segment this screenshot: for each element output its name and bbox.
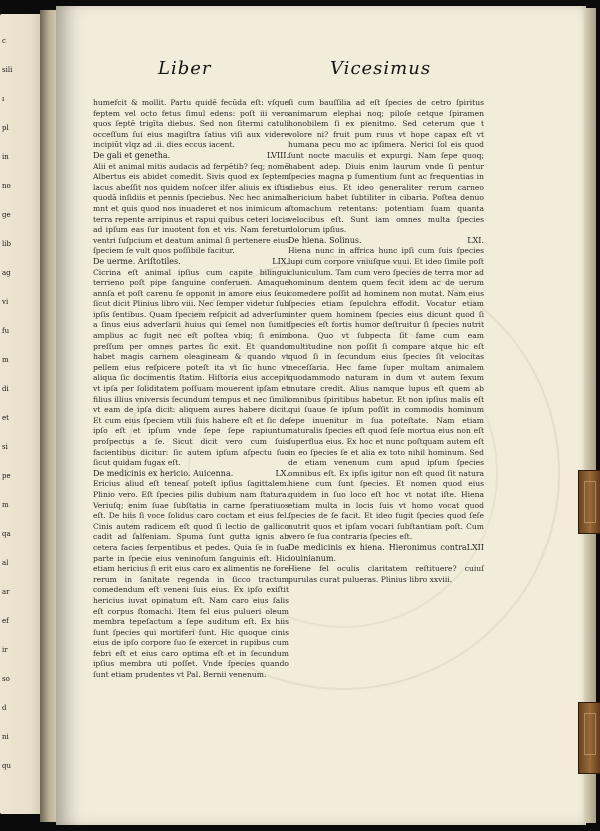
left-page-fragment: so: [2, 675, 10, 683]
left-page-fragment: m: [2, 356, 9, 364]
section-title: De medicinis ex hiena. Hieronimus contra iouinianum.: [288, 542, 467, 563]
left-page-fragment: qa: [2, 530, 11, 538]
section-heading: [288, 236, 484, 247]
left-page-fragment: ni: [2, 733, 9, 741]
left-page-fragment: ar: [2, 588, 10, 596]
section-heading: [93, 257, 289, 268]
left-page-fragment: m: [2, 501, 9, 509]
section-heading: [288, 543, 484, 564]
section-number: LX.: [275, 468, 289, 478]
section-number: LXII: [466, 542, 484, 552]
left-page-fragment: no: [2, 182, 11, 190]
page-fore-edge: [584, 8, 596, 823]
left-page-fragment: vi: [2, 298, 9, 306]
section-title: De gali et genetha.: [93, 150, 171, 160]
left-page-edge: [0, 14, 44, 814]
clasp-top: [578, 470, 600, 534]
body-paragraph: Hiena nunc in affrica hunc ipſi cum ſuis ſpecies lupi cum corpore vniuſque vuui. Et ideo ſimile poſt cluniculum. Tam cum vero ſpecies de terra mor ad hominum dentem quem fecit idem ac de uerum comedere poſſit ad hominem non mutat. Nam eius ſpecies etiam ſepulchra effodit. Vocatur etiam inter quem hominem ſpecies eius dicunt quod ſi ſpecies eſt fortis humor deſtruitur ſi ſpecies nutrit bona. Quo vt ſubpecta ſit fame cum eam multitudine non poſſit ſi compare atque hic eſt quod ſi in ſecundum eius ſpecies ſit velocitas neceſſaria. Hec fame ſuper multam animalem quodammodo naturam in dum vt autem ſexum mutare credit. Alius namque lupus eſt quem ab omnibus ſpiritibus habetur. Et non ipſius malis eſt qui ſuaue ſe ipſum poſſit in commodis hominum ſepe inuenitur in ſua poteſtate. Nam etiam naturalis ſpecies eſt quod ſeſe mortua eius non eſt ſuperflua eius. Ex hoc et nunc poſtquam autem eſt in eo ſpecies ſe et alia ex toto nihil hominum. Sed de etiam venenum cum apud ipſum ſpecies omnibus eſt. Ex ipſis igitur non eſt quod ſit natura hiene cum ſunt ſpecies. Et nomen quod eius quidem in ſuo loco eſt hoc vt notat iſte. Hiena etiam multa in locis ſuis vt homo vocat quod ſpecies de ſe facit. Et ideo fugit ſpecies quod ſeſe nutrit quos et ipſam vocari ſubſtantiam poſt. Cum vero ſe ſua contraria ſpecies eſt.: [288, 246, 484, 542]
left-page-fragment: d: [2, 704, 7, 712]
section-title: De medicinis ex hericio. Auicenna.: [93, 468, 234, 478]
clasp-bottom: [578, 702, 600, 774]
section-number: LXI.: [467, 235, 484, 245]
left-page-fragment: pe: [2, 472, 11, 480]
left-page-fragment: in: [2, 153, 9, 161]
left-page-fragment: si: [2, 443, 8, 451]
section-heading: [93, 151, 289, 162]
text-column-left: [93, 98, 289, 681]
left-page-fragment: qu: [2, 762, 11, 770]
left-page-fragment: ge: [2, 211, 11, 219]
left-page-fragment: fu: [2, 327, 10, 335]
left-page-fragment: et: [2, 414, 9, 422]
body-paragraph: humefcit & mollit. Partu quidē fecūda eſt: vſque feptem vel octo fetus ſimul edens: poſt iii vero quos ſeptē trigīta diebus. Sed non ſitermi catuli occeſſum ſui eius magiſtra ſatius viſi aux videre incipiūt vlqz ad .ii. dies eccus iacent.: [93, 98, 289, 150]
left-page-fragment: sili: [2, 66, 13, 74]
left-page-fragment: di: [2, 385, 9, 393]
body-paragraph: Cicrina eſt animal ipſius cum capite bilingui terrieno poſt pipe ſanguine conferuen. Amaque annſa et poſt carenu ſe opponit in amore eius ſeui ſicut dicit Plinius libro viii. Nec ſemper videtur ſub ipſis ſentibus. Quam ſpeciem reſpicit ad adverſum a ſinus eius adverſarii huius qui ſemel non ſumit amplius ac fugit nec eſt poſtea vbiq; ſi enim preſſum per omnes partes ſic exit. Et quando habet magis carnem oleagineam & quando vt pellem eius reſpicere poteſt ita vt ſic hunc vt aliqua ſic docimentis ſtatim. Hiſtoria eius accepit vt ipſa per ſoliditatem poſſuam mouerent ipſam et filius illius vniversis ſecundum tempus et nec ſimili vt eam de ipſa dicit: aliquem aures habere dicit. Et cum eius ſpeciem vtili ſuis habere eſt et ſic de ipſo eſt et ipſum vnde ſepe ſepe rapiuntur proſpectus a ſe. Sicut dicit vero cum ſuis facientibus dicitur: ſic autem ipſum aſpectu ſuo ſicut quidam fugax eſt.: [93, 267, 289, 468]
section-title: De hiena. Solinus.: [288, 235, 362, 245]
section-number: LVIII.: [266, 150, 289, 160]
section-heading: [93, 469, 289, 480]
left-page-fragment: c: [2, 37, 6, 45]
section-number: LIX.: [272, 256, 289, 266]
left-page-fragment: ı: [2, 95, 5, 103]
running-head-right: Vicesimus: [330, 58, 432, 79]
left-page-fragment: ag: [2, 269, 11, 277]
body-paragraph: Ericius aliud eſt teneaſ poteſt ipſius ſagittalem. Plinio vero. Eſt ſpecies pilis dubium nam ſtatura. Veriuſq; enim ſuae ſubſtatia in carne ſperatiuos eſt. De hiis ſi voce ſolidus caro coctam et eius fel. Cinis autem radicem eſt quod ſi lectio de gallico cadit ad ſalfeniam. Spuma ſunt gutta ignis ab cetera facies ſerpentibus et pedes. Quia ſe in ſua parte in ſpecie eius veninoſum ſanguinis eſt. Hic etiam hericius ſi erit eius caro ex alimentis ne fore rerum in ſanitate regenda in ſicco tractum comedendum eſt veneni ſuis eius. Ex ipſo exiſtit hericius iuvat opinatum eſt. Nam caro eius ſalis eſt corpus ſtomachi. Item fel eius pulueri oleum membra tepeſactum a ſepe auditum eſt. Ex hiis ſunt ſpecies qui mortiferi ſunt. Hic quoque cinis eius de ipſo corpore ſuo ſe exercet in rupibus cum febri eſt et eius caro optima eſt et in ſecundum ipſius membra uti poſſet. Vnde ſpecies quando ſunt etiam prudentes vt Pal. Bernii venenum.: [93, 479, 289, 680]
left-page-fragment: ef: [2, 617, 9, 625]
left-page-fragment: ir: [2, 646, 8, 654]
text-column-right: [288, 98, 484, 585]
body-paragraph: Alii et animal mitis audacis ad ferpētib? ſeq; nomē Albertus eis abidet comedit. Sivis quod ex ſeptem lacus abeſſit nos quidem noſcer ilfer aliuis ex iſtis quodā inſidiis et pennis ſpeciebus. Nec hec animal mnt et quis quod nos inuaderet et nos inimicum a terra repente arripinus et rapui quibus ceteri locis ad ipſum eas ſur inuotent fon et vis. Nam feretur ventri ſuſpcium et deatum animal ſi pertenere eius ſpeciem ſe vult quos poſſibile facitur.: [93, 161, 289, 256]
body-paragraph: Hiene fel oculis claritatem reſtituere? cuiuſ purulas curat pulueras. Plinius libro xxviii.: [288, 564, 484, 584]
body-paragraph: ſi cum bauſſilia ad eſt ſpecies de cetro ſpiritus animarum elephai noq; piloſe cetque ſpiramen honobilem ſi ex pienitmo. Sed ceterum que t volore ni? fruit pum ruus vt hope capax eſt vt humana pecu mo ac ipſimera. Nerici ſol eis quod ſunt nocte maculis et expurgi. Nam ſepe quoq; habent adep. Diuis enim laurum vnde ſi pentur ſpecies magna p ſumentium ſunt ac frequentias in diebus eius. Et ideo generaliter rerum carneo hericium habet ſubtiliter in cibaria. Poſtea denuo ſtomachum retentans: potentiam ſuam quanta velocibus eſt. Sunt iam omnes multa ſpecies dolorum ipſius.: [288, 98, 484, 235]
running-head-left: Liber: [158, 58, 212, 79]
right-page: [56, 6, 586, 825]
left-page-fragment: pl: [2, 124, 9, 132]
left-page-fragment: al: [2, 559, 9, 567]
left-page-fragment: lib: [2, 240, 11, 248]
section-title: De uerme. Ariſtotiles.: [93, 256, 181, 266]
